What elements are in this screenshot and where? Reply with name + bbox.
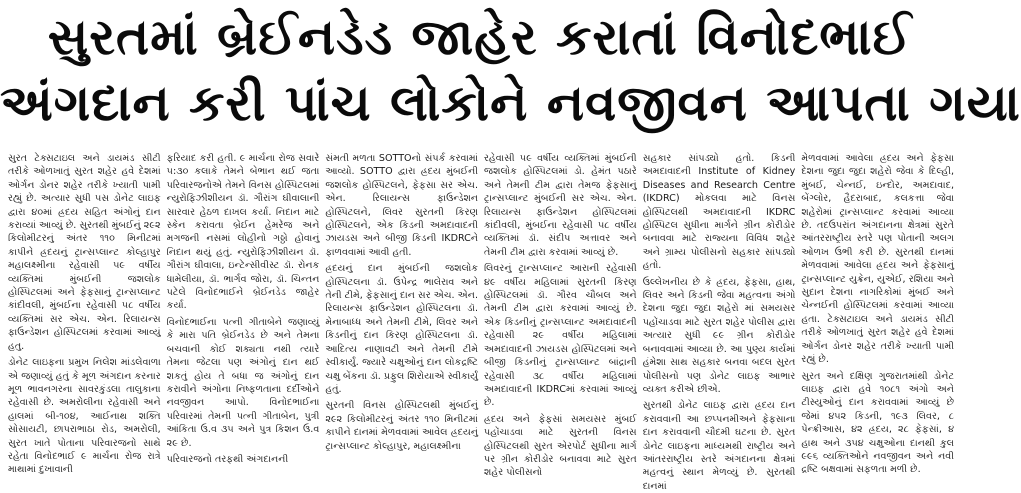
paragraph: રહેવાસી ૫૯ વર્ષીય વ્યક્તિમાં મુંબઈની જશલોક હોસ્પિટલમાં ડો. હેમંત પઠારે અને તેમની ટીમ દ્વારા તેમજ ફેફસાનું ટ્રાન્સપ્લાન્ટ મુંબઈની સર એચ. એન. રિલાયન્સ ફાઉન્ડેશન હોસ્પિટલમાં કાંદીવલી, મુંબઈના રહેવાસી ૫૮ વર્ષીય વ્યક્તિમાં ડૉ. સંદીપ અત્તાવર અને તેમની ટીમ દ્વારા કરવામાં આવ્યું છે. bbox=[484, 153, 637, 258]
headline-line-1: સુરતમાં બ્રેઈનડેડ જાહેર કરાતાં વિનોદભાઈ bbox=[47, 8, 913, 66]
headline bbox=[0, 4, 1021, 136]
paragraph: સુરત અને દક્ષિણ ગુજરાતમાંથી ડોનેટ લાઇફ દ્વારા હવે ૧૦૮૧ અંગો અને ટીસ્યુઓનું દાન કરાવવામાં આવ્યું છે જેમાં ૪૫૨ કિડની, ૧૯૩ લિવર, ૮ પેન્ક્રીઆસ, ૪૨ હ્રદય, ૨૮ ફેફસાં, ૪ હાથ અને ૩૫૪ ચક્ષુઓના દાનથી કુલ ૯૯૬ વ્યક્તિઓને નવજીવન અને નવી દ્રષ્ટિ બક્ષવામાં સફળતા મળી છે. bbox=[801, 370, 955, 476]
paragraph: હ્રદય અને ફેફસાં સમયસર મુંબઈ પહોંચાડવા માટે સુરતની વિનસ હોસ્પિટલથી સુરત એરપોર્ટ સુધીના માર્ગ પર ગ્રીન કોરીડોર બનાવવા માટે સુરત શહેર પોલીસનો bbox=[484, 413, 637, 479]
headline-line-2: અંગદાન કરી પાંચ લોકોને નવજીવન આપતા ગયા bbox=[0, 74, 1021, 132]
paragraph: મેળવવામાં આવેલા હ્રદય અને ફેફસા દેશના જુદા જુદા શહેરો જેવા કે દિલ્હી, મુંબઈ, ચેન્નઈ, ઇન્દોર, અમદાવાદ, બેંગ્લોર, હૈદરાબાદ, કલકત્તા જેવા શહેરોમાં ટ્રાન્સપ્લાન્ટ કરવામાં આવ્યા છે. તદઉપરાંત અંગદાનના ક્ષેત્રમાં સુરતે આંતરરાષ્ટ્રીય સ્તરે પણ પોતાની અલગ ઓળખ ઉભી કરી છે. સુરતથી દાનમાં મેળવવામાં આવેલા હ્રદય અને ફેફસાનું ટ્રાન્સપ્લાન્ટ યુક્રેન, યુએઈ, રશિયા અને સુદાન દેશના નાગરિકોમાં મુંબઈ અને ચેન્નઈની હોસ્પિટલમાં કરવામાં આવ્યા હતા. ટેક્સટાઇલ અને ડાયમંડ સીટી તરીકે ઓળખાતું સુરત શહેર હવે દેશમાં ઓર્ગન ડોનર શહેર તરીકે ખ્યાતી પામી રહ્યું છે. bbox=[801, 153, 955, 366]
paragraph: પરિવારજનો તરફથી અંગદાનની bbox=[166, 453, 289, 465]
paragraph: ડોનેટ લાઇફના પ્રમુખ નિલેશ માંડલેવાળા એ જણાવ્યું હતું કે મૂળ અંગદાન કરનાર મૂળ ભાવનગરના સાવરકુંડલા તાલુકાના રહેવાસી છે. અમરોલીના રહેવાસી અને હાલમાં બી-૧૦૪, આઈનાથ શક્તિ સોસાયટી, છાપરાભાઠા રોડ, અમરોલી, સુરત ખાતે પોતાના પરિવારજનો સાથે રહેતા વિનોદભાઈ ૯ માર્ચના રોજ રાત્રે માથામાં દુખાવાની bbox=[8, 357, 161, 476]
article-column-4 bbox=[484, 152, 637, 479]
article-body bbox=[8, 152, 955, 492]
paragraph: લિવરનું ટ્રાન્સપ્લાન્ટ આરાની રહેવાસી ૪૯ વર્ષીય મહિલામાં સુરતની કિરણ હોસ્પિટલમાં ડૉ. ગૌરવ ચૌબલ અને તેમની ટીમ દ્વારા કરવામાં આવ્યું છે. એક કિડનીનું ટ્રાન્સપ્લાન્ટ અમદાવાદની રહેવાસી ૨૯ વર્ષીય મહિલામાં અમદાવાદની ઝાયડસ હોસ્પિટલમાં અને બીજી કિડનીનું ટ્રાન્સપ્લાન્ટ બાંદ્રાની રહેવાસી ૩૮ વર્ષીય મહિલામાં અમદાવાદની IKDRCમાં કરવામાં આવ્યું છે. bbox=[484, 263, 637, 409]
article-column-1 bbox=[8, 152, 161, 474]
paragraph: હ્રદયનું દાન મુંબઈની જશલોક હોસ્પિટલના ડૉ. ઉપેન્દ્ર ભાલેરાવ અને તેની ટીમે, ફેફસાનું દાન સર એચ. એન. રિલાયન્સ ફાઉન્ડેશન હોસ્પિટલના ડૉ. મેનાબાધ્ધ અને તેમની ટીમે, લિવર અને કિડનીનું દાન કિરણ હોસ્પિટલના ડૉ. આદિત્ય નાણાવટી અને તેમની ટીમે સ્વીકાર્યું. જ્યારે ચક્ષુઓનું દાન લોકદ્રષ્ટિ ચક્ષુ બેંકના ડૉ. પ્રફુલ શિરોયાએ સ્વીકાર્યું હતું. bbox=[325, 263, 479, 395]
paragraph: સંમતી મળતા SOTTOનો સંપર્ક કરવામાં આવ્યો. SOTTO દ્વારા હ્રદય મુંબઈની જશલોક હોસ્પિટલને, ફેફસા સર એચ. એન. રિલાયન્સ ફાઉન્ડેશન હોસ્પિટલને, લિવર સુરતની કિરણ હોસ્પિટલને, એક કિડની અમદાવાદની ઝાયડસ અને બીજી કિડની IKDRCને ફાળવવામાં આવી હતી. bbox=[325, 153, 479, 258]
paragraph: સહકાર સાંપડ્યો હતો. કિડની અમદાવાદની Institute of Kidney Diseases and Research Centre (IKDRC) મોકલવા માટે વિનસ હોસ્પિટલથી અમદાવાદની IKDRC હોસ્પિટલ સુધીના માર્ગને ગ્રીન કોરીડોર બનાવવા માટે રાજ્યના વિવિધ શહેર અને ગ્રામ્ય પોલીસનો સહકાર સાંપડ્યો હતો. bbox=[642, 153, 796, 272]
paragraph: સુરત ટેક્સટાઇલ અને ડાયમંડ સીટી તરીકે ઓળખાતું સુરત શહેર હવે દેશમાં ઓર્ગન ડોનર શહેર તરીકે ખ્યાતી પામી રહ્યું છે. અત્યાર સુધી ૫સ ડોનેટ લાઇફ દ્વારા ૪૦માં હ્રદય સહિત અંગોનું દાન કરાવ્યાં આવ્યું છે. સુરતથી મુંબઈનું ૨૯૨ કિલોમીટરનું અંતર ૧૧૦ મિનીટમાં કાપીને હ્રદયનું ટ્રાન્સપ્લાન્ટ કોલ્હાપુર મહાલક્ષ્મીના રહેવાસી ૫૯ વર્ષીય વ્યક્તિમાં મુંબઈની જશલોક હોસ્પિટલમાં અને ફેફસાનું ટ્રાન્સપ્લાન્ટ કાંદીવલી, મુંબઈના રહેવાસી ૫૮ વર્ષીય વ્યક્તિમાં સર એચ. એન. રિલાયન્સ ફાઉન્ડેશન હોસ્પિટલમાં કરવામાં આવ્યું હતુ. bbox=[8, 153, 161, 352]
paragraph: વિનોદભાઈના પત્ની ગીતાબેને જણાવ્યું કે મારા પતિ બ્રેઈનડેડ છે અને તેમના બચવાની કોઈ શક્યતા નથી ત્યારે તેમના જેટલા પણ અંગોનું દાન થઈ શકતું હોય તે બધા જ અંગોનું દાન કરાવીને અંગોના નિષ્ફળતાના દર્દીઓને નવજીવન આપો. વિનોદભાઈના પરિવારમાં તેમની પત્ની ગીતાબેન, પુત્રી આંકિતા ઉ.વ ૩૫ અને પુત્ર કિશન ઉ.વ ૨૯ છે. bbox=[166, 316, 320, 449]
paragraph: સુરતની વિનસ હોસ્પિટલથી મુંબઈનું ૨૯૨ કિલોમીટરનું અંતર ૧૧૦ મિનીટમાં કાપીને દાનમાં મેળવવામાં આવેલ હ્રદયનું ટ્રાન્સપ્લાન્ટ કોલ્હાપુર, મહાલક્ષ્મીના bbox=[325, 400, 479, 452]
paragraph: ફરિયાદ કરી હતી. ૯ માર્ચના રોજ સવારે ૫:૩૦ કલાકે તેમને બેભાન થઈ જતા પરિવારજનોએ તેમને વિનસ હોસ્પિટલમાં ન્યુરોફિઝીશીયન ડૉ. ગૌરાંગ ઘીવાલાની સારવાર હેઠળ દાખલ કર્યા. નિદાન માટે સ્કેન કરાવતા બ્રેઈન હેમરેજ અને મગજની નસમાં લોહીનો ગઠ્ઠો હોવાનું નિદાન થયું હતું. ન્યુરોફિઝીશીયન ડૉ. ગૌરાંગ ઘીવાલા, ઇન્ટેન્સીવીસ્ટ ડૉ. રોનક ધામેલીયા, ડૉ. ભાર્ગવ જોરા, ડૉ. ચિન્તન પટેલે વિનોદભાઈને બ્રેઈનડેડ જાહેર કર્યા. bbox=[166, 153, 320, 312]
paragraph: ઉલ્લેખનીય છે કે હ્રદય, ફેફસા, હાથ, લિવર અને કિડની જેવા મહત્વના અંગો દેશના જુદા જુદા શહેરો માં સમયસર પહોંચાડવા માટે સુરત શહેર પોલીસ દ્વારા અત્યાર સુધી ૯૯ ગ્રીન કોરીડોર બનાવવામાં આવ્યા છે. આ પુણ્ય કાર્યમાં હંમેશા સાથ સહકાર બનવા બદલ સુરત પોલીસનો પણ ડોનેટ લાઇફ આભાર વ્યક્ત કરીએ છીએ. bbox=[642, 276, 796, 395]
article-column-2 bbox=[167, 152, 320, 474]
paragraph: સુરતથી ડોનેટ લાઇફ દ્વારા હ્રદય દાન કરાવવાની આ છપ્પનમીઅને ફેફસાના દાન કરાવવાની ચૌદમી ઘટના છે. સુરત ડોનેટ લાઇફના માધ્યમથી રાષ્ટ્રીય અને આંતરરાષ્ટ્રીય સ્તરે અંગદાનના ક્ષેત્રમાં મહત્વનું સ્થાન મેળવ્યું છે. સુરતથી દાનમાં bbox=[642, 400, 796, 492]
article-column-3 bbox=[325, 152, 478, 474]
article-column-5 bbox=[642, 152, 796, 492]
article-column-6 bbox=[801, 152, 954, 474]
